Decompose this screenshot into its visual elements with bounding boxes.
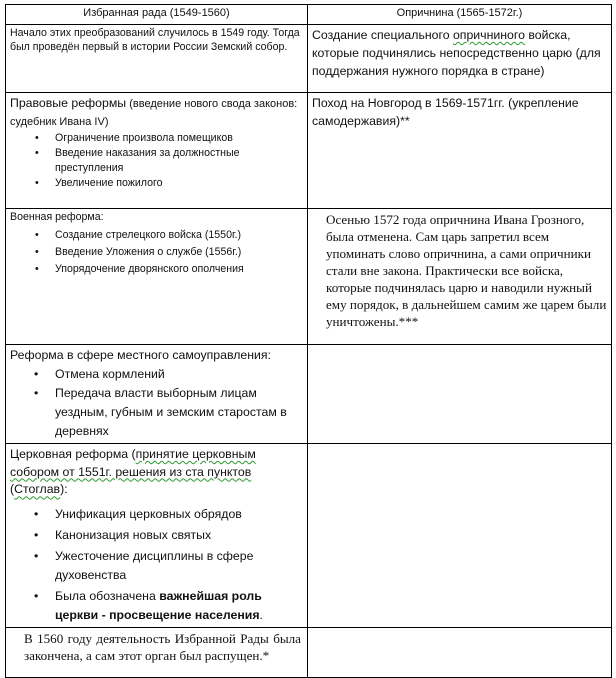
list-item: • Упорядочение дворянского ополчения	[10, 261, 303, 278]
text-span: (введение нового свода законов: судебник Ивана IV)	[10, 98, 298, 128]
text-span: (	[10, 482, 15, 497]
cell-church-reform	[6, 443, 308, 627]
table-row	[6, 628, 612, 678]
list-item: • Введение наказания за должностные преступления	[10, 146, 303, 176]
cell-military-reform	[6, 209, 308, 345]
table-row	[6, 25, 612, 93]
text-span: Правовые реформы	[10, 96, 127, 110]
table-row	[6, 209, 612, 345]
table-row	[6, 93, 612, 209]
list-item: • Унификация церковных обрядов	[10, 505, 303, 524]
cell-local-government	[6, 345, 308, 444]
military-reform-list	[10, 227, 303, 278]
text-span: Была обозначена	[55, 589, 160, 604]
cell-oprichnina-end: Осенью 1572 года опричнина Ивана Грозного, была отменена. Сам царь запретил всем упоминать слово опричнина, а сами опричники стали вне закона. Практически все войска, которые подчинялась царю и наводили нужный ему порядок, в дальнейшем самим же царем были уничтожены.***	[308, 209, 612, 345]
text-span: .	[259, 608, 263, 623]
list-item: • Передача власти выборным лицам уездным, губным и земским старостам в деревнях	[10, 384, 303, 441]
list-item: • Канонизация новых святых	[10, 526, 303, 545]
legal-reforms-list	[10, 131, 303, 191]
list-item: • Ужесточение дисциплины в сфере духовенства	[10, 547, 303, 585]
church-reform-title	[10, 446, 303, 499]
text-span: Создание специального	[312, 28, 453, 42]
list-item: • Ограничение произвола помещиков	[10, 131, 303, 146]
list-item: • Увеличение пожилого	[10, 176, 303, 191]
table-row	[6, 443, 612, 627]
church-reform-list	[10, 505, 303, 625]
cell-legal-reforms	[6, 93, 308, 209]
squiggle-word: Стоглав	[14, 482, 61, 497]
squiggle-phrase: принятие церковным собором от 1551г. решения из ста пунктов	[10, 446, 256, 479]
text-span: Церковная реформа (	[10, 446, 136, 461]
cell-rada-dissolved: В 1560 году деятельность Избранной Рады была закончена, а сам этот орган был распущен.*	[6, 628, 308, 678]
header-row	[6, 5, 612, 25]
cell-oprichnina-army	[308, 25, 612, 93]
empty-cell	[308, 443, 612, 627]
list-item: • Введение Уложения о службе (1556г.)	[10, 244, 303, 261]
empty-cell	[308, 345, 612, 444]
list-item	[10, 587, 303, 625]
local-government-title: Реформа в сфере местного самоуправления:	[10, 348, 271, 362]
header-oprichnina: Опричнина (1565-1572г.)	[308, 5, 612, 25]
text-span: войска, которые подчинялись непосредственно царю (для поддержания нужного порядка в стране)	[312, 28, 601, 78]
squiggle-word: опричниного	[452, 28, 525, 42]
list-item: • Создание стрелецкого войска (1550г.)	[10, 227, 303, 244]
cell-zemsky-sobor: Начало этих преобразований случилось в 1549 году. Тогда был проведён первый в истории России Земский собор.	[6, 25, 308, 93]
cell-novgorod-campaign: Поход на Новгород в 1569-1571гг. (укрепление самодержавия)**	[308, 93, 612, 209]
local-government-list	[10, 365, 303, 441]
comparison-table	[5, 4, 612, 678]
legal-reforms-title	[10, 95, 303, 131]
text-span: ):	[60, 482, 68, 497]
list-item: • Отмена кормлений	[10, 365, 303, 384]
header-izbrannaya-rada: Избранная рада (1549-1560)	[6, 5, 308, 25]
bold-text: важнейшая роль церкви - просвещение населения	[55, 589, 262, 623]
table-row	[6, 345, 612, 444]
military-reform-title: Военная реформа:	[10, 211, 104, 223]
empty-cell	[308, 628, 612, 678]
